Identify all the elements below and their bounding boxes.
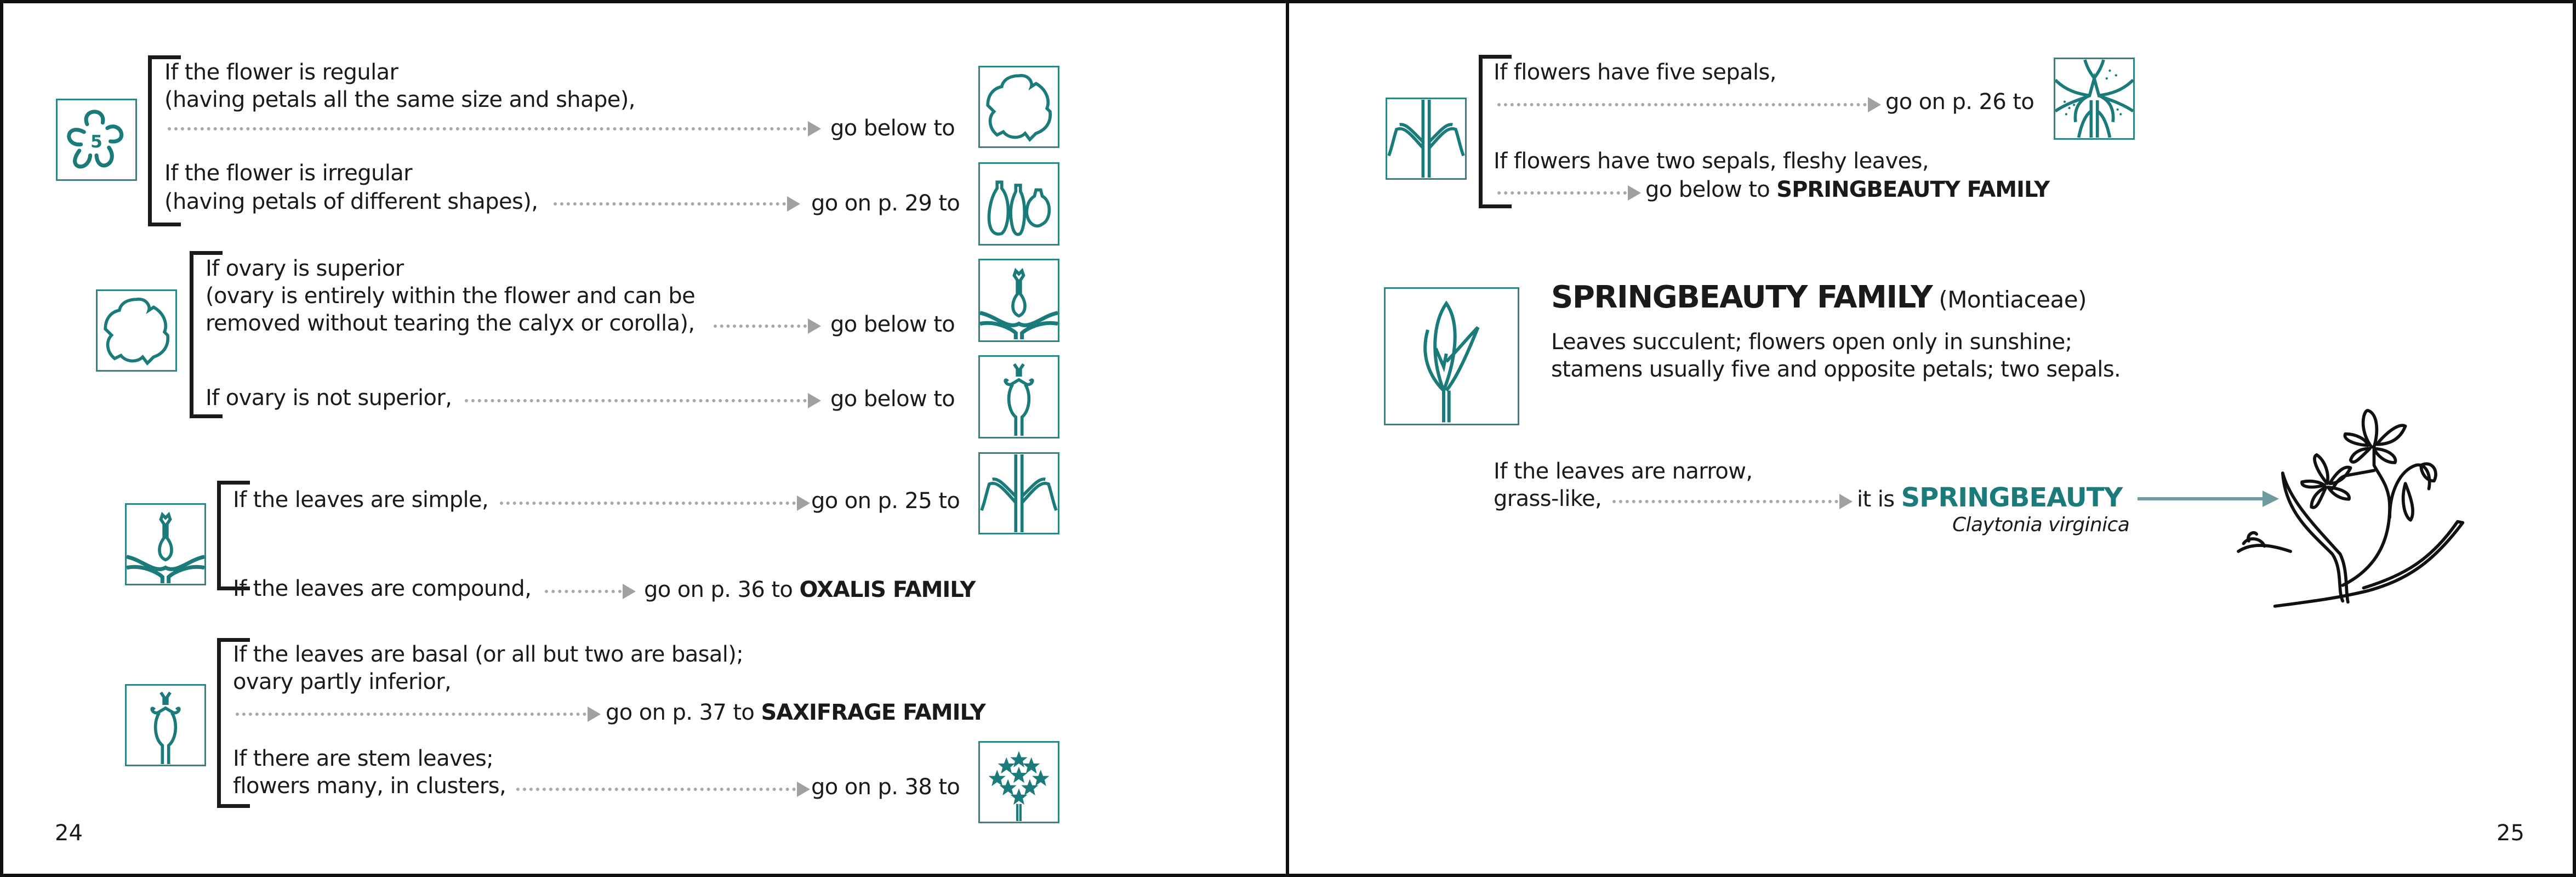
species-name: SPRINGBEAUTY	[1901, 482, 2123, 513]
go-below-link[interactable]: go below to	[830, 312, 955, 337]
choice-text: If ovary is not superior,	[206, 385, 452, 411]
page-24	[0, 0, 1286, 877]
arrow-right-icon	[808, 393, 821, 408]
species-result[interactable]	[1857, 482, 2123, 513]
go-to-page-37-link[interactable]	[606, 699, 985, 726]
irregular-petals-icon[interactable]	[978, 162, 1059, 246]
five-petal-flower-icon	[56, 99, 137, 181]
page-number: 25	[2497, 821, 2524, 846]
inferior-ovary-icon[interactable]	[978, 355, 1059, 438]
choice-text: (having petals of different shapes),	[164, 189, 538, 214]
leader-dots	[465, 399, 807, 402]
regular-corolla-outline-icon[interactable]	[978, 66, 1059, 148]
arrow-right-icon	[808, 121, 821, 136]
leader-dots	[1497, 103, 1867, 106]
choice-text: If the leaves are simple,	[233, 487, 489, 512]
springbeauty-family-label: SPRINGBEAUTY FAMILY	[1776, 177, 2050, 202]
leader-dots	[168, 127, 807, 130]
five-sepals-flower-icon[interactable]	[2054, 58, 2135, 140]
saxifrage-family-label: SAXIFRAGE FAMILY	[761, 700, 985, 725]
choice-text: (having petals all the same size and shape),	[164, 87, 635, 112]
choice-text: If the flower is regular	[164, 60, 398, 85]
leader-dots	[545, 590, 622, 593]
leader-dots	[714, 324, 807, 328]
choice-text: If there are stem leaves;	[233, 746, 494, 771]
family-title: SPRINGBEAUTY FAMILY	[1551, 280, 1933, 315]
choice-text: If the leaves are basal (or all but two are basal);	[233, 642, 744, 667]
go-to-page-38-link[interactable]: go on p. 38 to	[811, 775, 960, 800]
leader-dots	[236, 713, 586, 716]
flower-cluster-icon[interactable]	[978, 741, 1059, 823]
family-heading	[1551, 278, 2087, 320]
leader-dots	[1497, 191, 1627, 195]
go-to-page-26-link[interactable]: go on p. 26 to	[1885, 89, 2034, 115]
family-description: Leaves succulent; flowers open only in sunshine;	[1551, 329, 2072, 355]
leader-dots	[1612, 500, 1838, 503]
arrow-right-icon	[588, 707, 601, 722]
go-to-page-25-link[interactable]: go on p. 25 to	[811, 488, 960, 514]
go-below-springbeauty-link[interactable]	[1645, 176, 2049, 203]
arrow-right-icon	[1839, 494, 1853, 509]
go-to-page-29-link[interactable]: go on p. 29 to	[811, 191, 960, 216]
go-below-link[interactable]: go below to	[830, 386, 955, 412]
oxalis-family-label: OXALIS FAMILY	[799, 577, 976, 602]
leader-dots	[516, 788, 796, 791]
choice-text: ovary partly inferior,	[233, 669, 452, 694]
choice-text: flowers many, in clusters,	[233, 773, 506, 799]
inferior-ovary-icon	[125, 684, 206, 766]
family-latin-name: (Montiaceae)	[1939, 286, 2087, 313]
springbeauty-plant-illustration	[2221, 397, 2517, 617]
arrow-right-icon	[797, 782, 810, 797]
choice-text: If ovary is superior	[206, 256, 404, 281]
scientific-name: Claytonia virginica	[1952, 514, 2130, 536]
action-text: go below to	[1645, 177, 1770, 202]
choice-text: (ovary is entirely within the flower and can be	[206, 283, 696, 309]
page-number: 24	[55, 821, 83, 846]
simple-leaves-stem-icon	[1386, 98, 1467, 180]
springbeauty-bud-icon	[1384, 287, 1519, 425]
arrow-right-icon	[808, 318, 821, 334]
action-text: go on p. 37 to	[606, 700, 755, 725]
page-25	[1289, 0, 2576, 877]
choice-text: If the flower is irregular	[164, 161, 413, 186]
choice-text: If the leaves are narrow,	[1494, 459, 1753, 484]
regular-corolla-outline-icon	[96, 289, 177, 372]
superior-ovary-icon[interactable]	[978, 259, 1059, 342]
arrow-right-icon	[797, 496, 810, 511]
family-description: stamens usually five and opposite petals; two sepals.	[1551, 357, 2121, 382]
choice-text: If flowers have two sepals, fleshy leaves,	[1494, 149, 1929, 174]
go-to-page-36-link[interactable]	[644, 577, 976, 603]
choice-text: removed without tearing the calyx or corolla),	[206, 311, 695, 336]
simple-leaves-stem-icon[interactable]	[978, 452, 1059, 534]
arrow-right-icon	[1868, 97, 1881, 112]
arrow-right-icon	[787, 196, 800, 212]
arrow-right-icon	[1628, 185, 1641, 201]
arrow-right-icon	[623, 584, 636, 599]
choice-text: If the leaves are compound,	[233, 576, 532, 601]
go-below-link[interactable]: go below to	[830, 116, 955, 141]
choice-text: grass-like,	[1494, 486, 1602, 511]
svg-text:5: 5	[90, 132, 102, 152]
choice-text: If flowers have five sepals,	[1494, 60, 1776, 85]
result-prefix: it is	[1857, 487, 1895, 512]
superior-ovary-icon	[125, 503, 206, 585]
leader-dots	[554, 202, 786, 206]
leader-dots	[500, 502, 796, 505]
action-text: go on p. 36 to	[644, 577, 793, 602]
